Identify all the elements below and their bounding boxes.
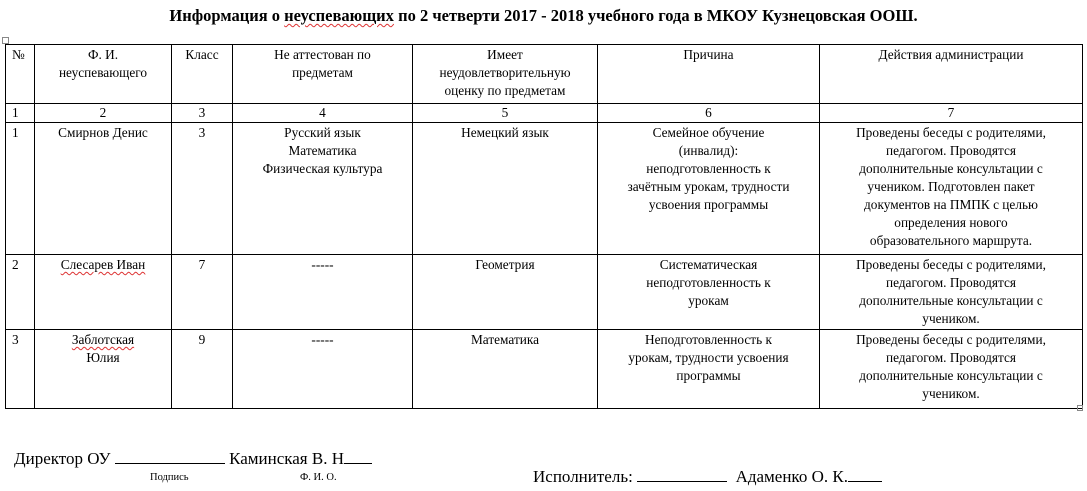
admin-actions xyxy=(820,255,1083,330)
index-cell: 7 xyxy=(820,104,1083,123)
action-line: дополнительные консультации с xyxy=(859,293,1043,308)
executor-label: Исполнитель: xyxy=(533,467,633,486)
student-name-text: Слесарев Иван xyxy=(60,257,146,272)
reason-line: урокам, трудности усвоения xyxy=(628,350,789,365)
header-fio-line: неуспевающего xyxy=(58,65,148,80)
header-actions: Действия администрации xyxy=(820,45,1083,104)
title-text-post: по 2 четверти 2017 - 2018 учебного года в МКОУ Кузнецовская ООШ. xyxy=(393,6,918,25)
reason xyxy=(598,330,820,409)
row-num: 1 xyxy=(6,123,35,255)
reason-line: Неподготовленность к xyxy=(645,332,772,347)
title-text-pre: Информация о xyxy=(169,6,285,25)
action-line: определения нового xyxy=(894,215,1008,230)
table-resize-handle[interactable] xyxy=(1077,405,1083,411)
header-row xyxy=(6,45,1083,104)
name-blank xyxy=(848,481,882,482)
action-line: Проведены беседы с родителями, xyxy=(856,332,1046,347)
index-cell: 2 xyxy=(35,104,172,123)
header-class: Класс xyxy=(172,45,233,104)
director-signature-line xyxy=(14,449,372,469)
index-cell: 6 xyxy=(598,104,820,123)
header-unsat-line: Имеет xyxy=(487,47,523,62)
not-attested-subjects xyxy=(233,123,413,255)
action-line: педагогом. Проводятся xyxy=(885,143,1017,158)
student-name-line: Заблотская xyxy=(71,332,135,347)
index-row xyxy=(6,104,1083,123)
action-line: учеником. Подготовлен пакет xyxy=(867,179,1035,194)
action-line: образовательного маршрута. xyxy=(869,233,1033,248)
row-num: 3 xyxy=(6,330,35,409)
unsatisfactory-subjects: Немецкий язык xyxy=(413,123,598,255)
reason-line: неподготовленность к xyxy=(646,161,771,176)
reason xyxy=(598,123,820,255)
table-row xyxy=(6,123,1083,255)
unsatisfactory-subjects: Геометрия xyxy=(413,255,598,330)
table-move-handle[interactable] xyxy=(2,37,9,44)
student-class: 3 xyxy=(172,123,233,255)
student-name xyxy=(35,330,172,409)
action-line: дополнительные консультации с xyxy=(859,368,1043,383)
action-line: Проведены беседы с родителями, xyxy=(856,257,1046,272)
not-attested-subjects: ----- xyxy=(233,330,413,409)
action-line: педагогом. Проводятся xyxy=(885,350,1017,365)
reason-line: Систематическая xyxy=(659,257,758,272)
admin-actions xyxy=(820,123,1083,255)
not-attested-subjects: ----- xyxy=(233,255,413,330)
header-not-attested-line: Не аттестован по xyxy=(274,47,371,62)
caption-signature: Подпись xyxy=(150,472,189,483)
table-row xyxy=(6,255,1083,330)
action-line: учеником. xyxy=(922,386,980,401)
executor-signature-line xyxy=(533,467,882,487)
header-not-attested xyxy=(233,45,413,104)
reason xyxy=(598,255,820,330)
underperformers-table xyxy=(5,44,1083,409)
caption-fio: Ф. И. О. xyxy=(300,472,337,483)
reason-line: неподготовленность к xyxy=(646,275,771,290)
index-cell: 3 xyxy=(172,104,233,123)
index-cell: 4 xyxy=(233,104,413,123)
subject-line: Русский язык xyxy=(284,125,361,140)
action-line: Проведены беседы с родителями, xyxy=(856,125,1046,140)
header-fio-line: Ф. И. xyxy=(87,47,119,62)
subject-line: Физическая культура xyxy=(262,161,383,176)
unsatisfactory-subjects: Математика xyxy=(413,330,598,409)
header-reason: Причина xyxy=(598,45,820,104)
subject-line: Математика xyxy=(288,143,357,158)
reason-line: усвоения программы xyxy=(648,197,769,212)
action-line: документов на ПМПК с целью xyxy=(864,197,1038,212)
index-cell: 5 xyxy=(413,104,598,123)
student-name-line: Юлия xyxy=(86,350,120,365)
title-text-word: неуспевающих xyxy=(284,6,394,25)
header-fio xyxy=(35,45,172,104)
document-title xyxy=(0,6,1087,26)
header-unsat-line: оценку по предметам xyxy=(444,83,566,98)
header-not-attested-line: предметам xyxy=(292,65,353,80)
action-line: дополнительные консультации с xyxy=(859,161,1043,176)
index-cell: 1 xyxy=(6,104,35,123)
director-name: Каминская В. Н xyxy=(229,449,344,468)
reason-line: программы xyxy=(676,368,741,383)
action-line: педагогом. Проводятся xyxy=(885,275,1017,290)
table-row xyxy=(6,330,1083,409)
student-name: Смирнов Денис xyxy=(35,123,172,255)
action-line: учеником. xyxy=(922,311,980,326)
name-blank xyxy=(344,463,372,464)
student-name xyxy=(35,255,172,330)
executor-name: Адаменко О. К. xyxy=(735,467,848,486)
header-unsatisfactory xyxy=(413,45,598,104)
reason-line: Семейное обучение xyxy=(652,125,765,140)
reason-line: (инвалид): xyxy=(678,143,739,158)
admin-actions xyxy=(820,330,1083,409)
director-label: Директор ОУ xyxy=(14,449,111,468)
row-num: 2 xyxy=(6,255,35,330)
student-class: 9 xyxy=(172,330,233,409)
signature-blank xyxy=(115,463,225,464)
signature-blank xyxy=(637,481,727,482)
student-class: 7 xyxy=(172,255,233,330)
header-num: № xyxy=(6,45,35,104)
reason-line: урокам xyxy=(688,293,729,308)
reason-line: зачётным урокам, трудности xyxy=(627,179,790,194)
header-unsat-line: неудовлетворительную xyxy=(439,65,571,80)
